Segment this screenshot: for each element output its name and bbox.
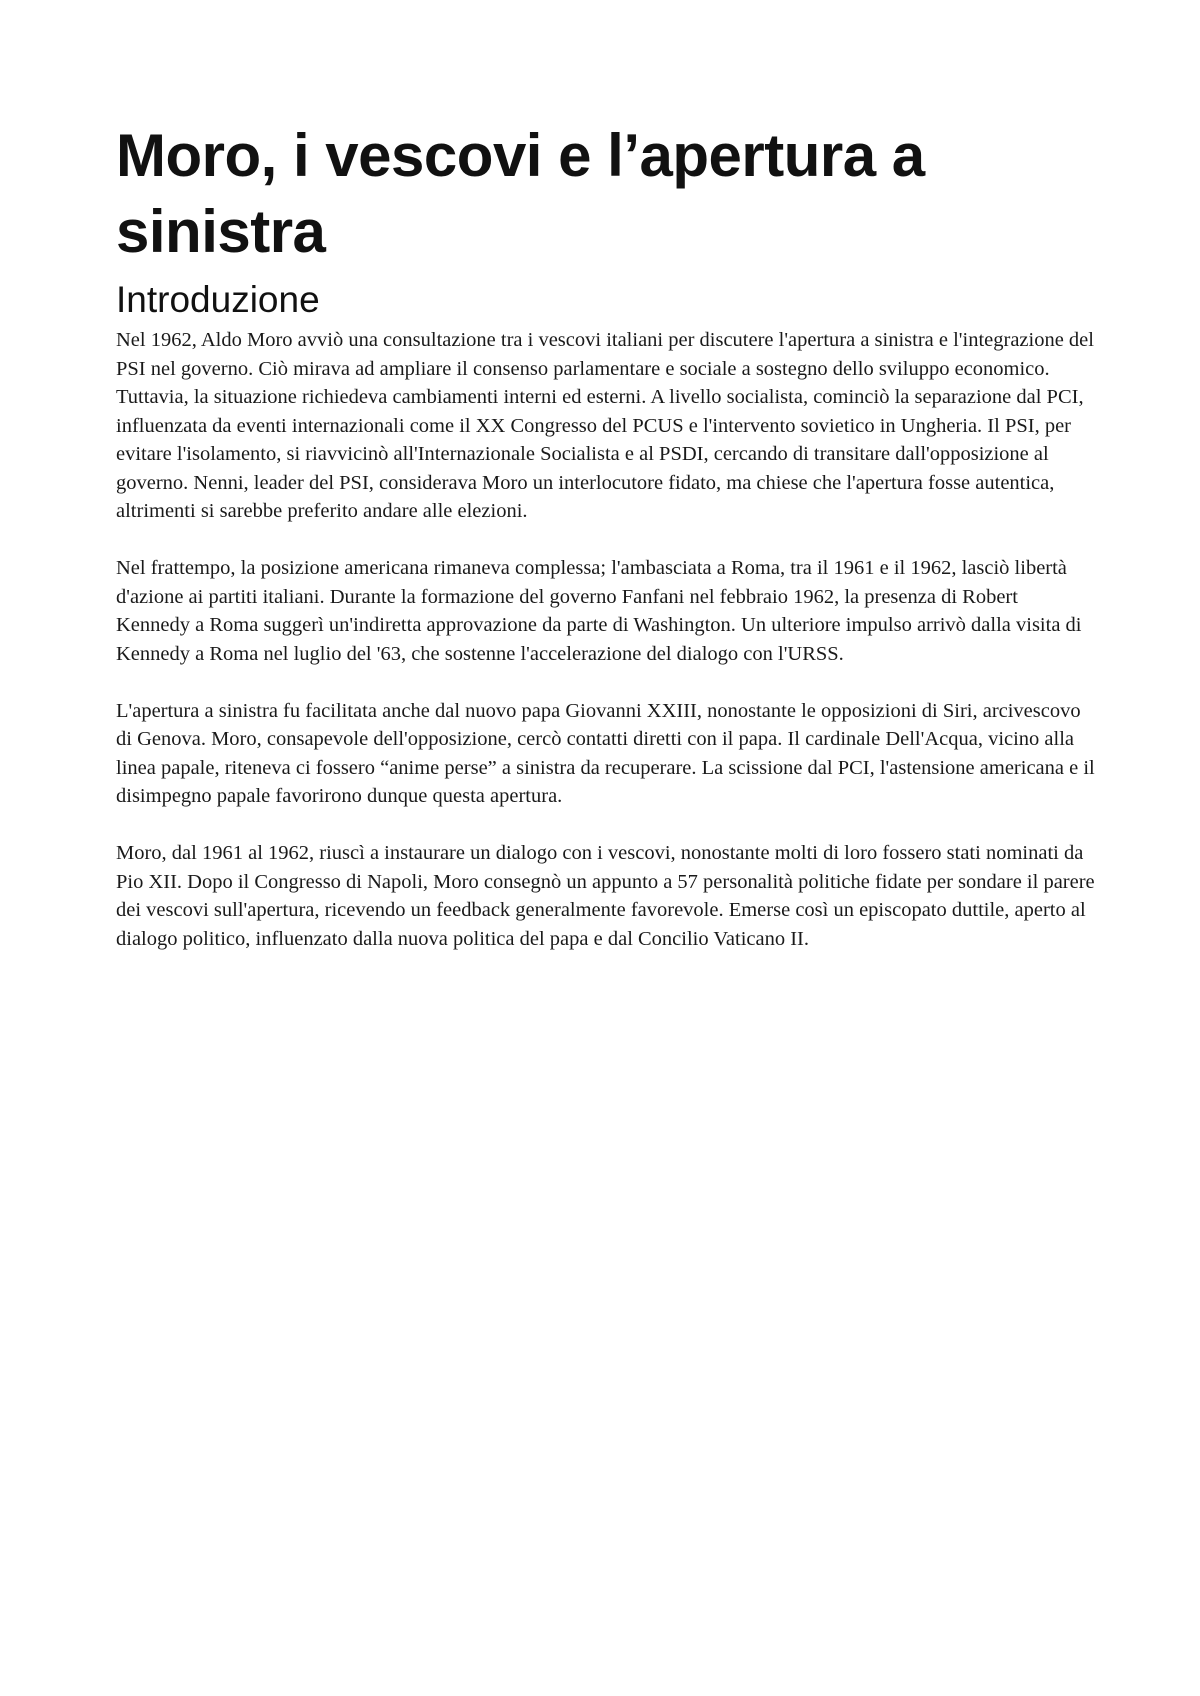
document-title: Moro, i vescovi e l’apertura a sinistra (116, 122, 925, 265)
paragraph: L'apertura a sinistra fu facilitata anche dal nuovo papa Giovanni XXIII, nonostante le opposizioni di Siri, arcivescovo di Genova. Moro, consapevole dell'opposizione, cercò contatti diretti con il papa. Il cardinale Dell'Acqua, vicino alla linea papale, riteneva ci fossero “anime perse” a sinistra da recuperare. La scissione dal PCI, l'astensione americana e il disimpegno papale favorirono dunque questa apertura. (116, 699, 1095, 807)
document-content (116, 118, 1096, 982)
paragraph: Nel frattempo, la posizione americana rimaneva complessa; l'ambasciata a Roma, tra il 1961 e il 1962, lasciò libertà d'azione ai partiti italiani. Durante la formazione del governo Fanfani nel febbraio 1962, la presenza di Robert Kennedy a Roma suggerì un'indiretta approvazione da parte di Washington. Un ulteriore impulso arrivò dalla visita di Kennedy a Roma nel luglio del '63, che sostenne l'accelerazione del dialogo con l'URSS. (116, 557, 1082, 665)
paragraph: Moro, dal 1961 al 1962, riuscì a instaurare un dialogo con i vescovi, nonostante molti di loro fossero stati nominati da Pio XII. Dopo il Congresso di Napoli, Moro consegnò un appunto a 57 personalità politiche fidate per sondare il parere dei vescovi sull'apertura, ricevendo un feedback generalmente favorevole. Emerse così un episcopato duttile, aperto al dialogo politico, influenzato dalla nuova politica del papa e dal Concilio Vaticano II. (116, 842, 1095, 950)
paragraph: Nel 1962, Aldo Moro avviò una consultazione tra i vescovi italiani per discutere l'apertura a sinistra e l'integrazione del PSI nel governo. Ciò mirava ad ampliare il consenso parlamentare e sociale a sostegno dello sviluppo economico. Tuttavia, la situazione richiedeva cambiamenti interni ed esterni. A livello socialista, cominciò la separazione dal PCI, influenzata da eventi internazionali come il XX Congresso del PCUS e l'intervento sovietico in Ungheria. Il PSI, per evitare l'isolamento, si riavvicinò all'Internazionale Socialista e al PSDI, cercando di transitare dall'opposizione al governo. Nenni, leader del PSI, considerava Moro un interlocutore fidato, ma chiese che l'apertura fosse autentica, altrimenti si sarebbe preferito andare alle elezioni. (116, 329, 1094, 522)
document-body (116, 326, 1096, 953)
section-heading: Introduzione (116, 279, 320, 320)
